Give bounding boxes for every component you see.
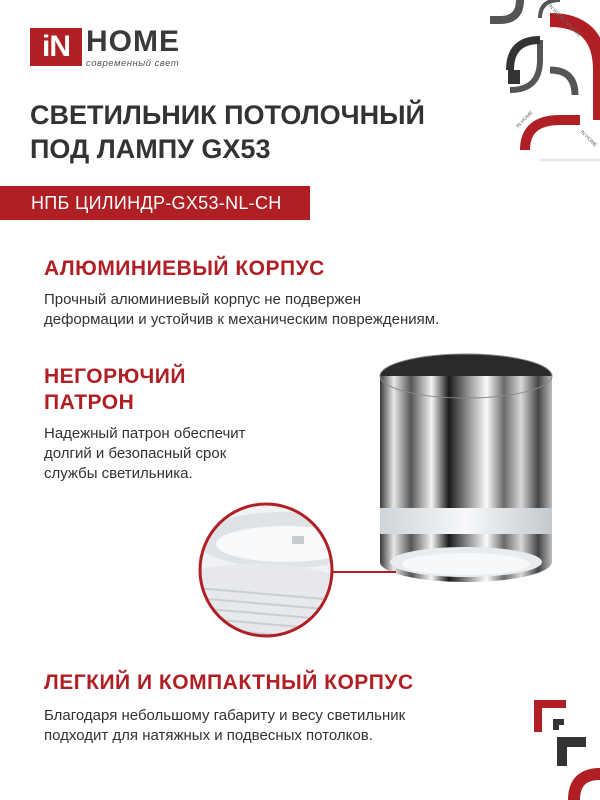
brand-logo <box>30 25 180 69</box>
feature-1-line-2: деформации и устойчив к механическим повреждениям. <box>44 311 440 328</box>
logo-home: HOME <box>86 25 180 58</box>
product-lamp-image <box>368 346 564 606</box>
feature-2-line-2: долгий и безопасный срок <box>44 445 227 462</box>
feature-3-line-2: подходит для натяжных и подвесных потолков. <box>44 727 373 744</box>
feature-1-line-1: Прочный алюминиевый корпус не подвержен <box>44 291 362 308</box>
feature-3-desc <box>44 706 405 746</box>
feature-1-desc <box>44 290 439 330</box>
decor-text-3: IN HOME <box>515 110 535 130</box>
decor-text-1: IN HOME <box>546 3 566 23</box>
feature-2-line-1: Надежный патрон обеспечит <box>44 425 246 442</box>
logo-tagline: современный свет <box>86 58 180 69</box>
title-line-2: ПОД ЛАМПУ GX53 <box>30 134 271 164</box>
feature-2-heading-line-2: ПАТРОН <box>44 391 135 414</box>
title-line-1: СВЕТИЛЬНИК ПОТОЛОЧНЫЙ <box>30 100 425 130</box>
decor-text-4: IN HOME <box>578 129 598 149</box>
feature-2-desc <box>44 424 246 484</box>
feature-2-heading <box>44 364 186 416</box>
feature-2-line-3: службы светильника. <box>44 465 193 482</box>
feature-3-heading: ЛЕГКИЙ И КОМПАКТНЫЙ КОРПУС <box>44 671 414 694</box>
page-title <box>30 98 425 166</box>
feature-2-heading-line-1: НЕГОРЮЧИЙ <box>44 365 186 388</box>
model-name: НПБ ЦИЛИНДР-GX53-NL-CH <box>31 193 282 213</box>
feature-1-heading: АЛЮМИНИЕВЫЙ КОРПУС <box>44 257 325 280</box>
decor-text-2: IN HOME <box>562 19 582 39</box>
top-corner-decor-icon <box>480 0 600 200</box>
socket-zoom-image <box>196 500 396 660</box>
logo-in: iN <box>30 28 82 66</box>
bottom-corner-decor-icon <box>530 696 600 800</box>
feature-3-line-1: Благодаря небольшому габариту и весу светильник <box>44 707 406 724</box>
